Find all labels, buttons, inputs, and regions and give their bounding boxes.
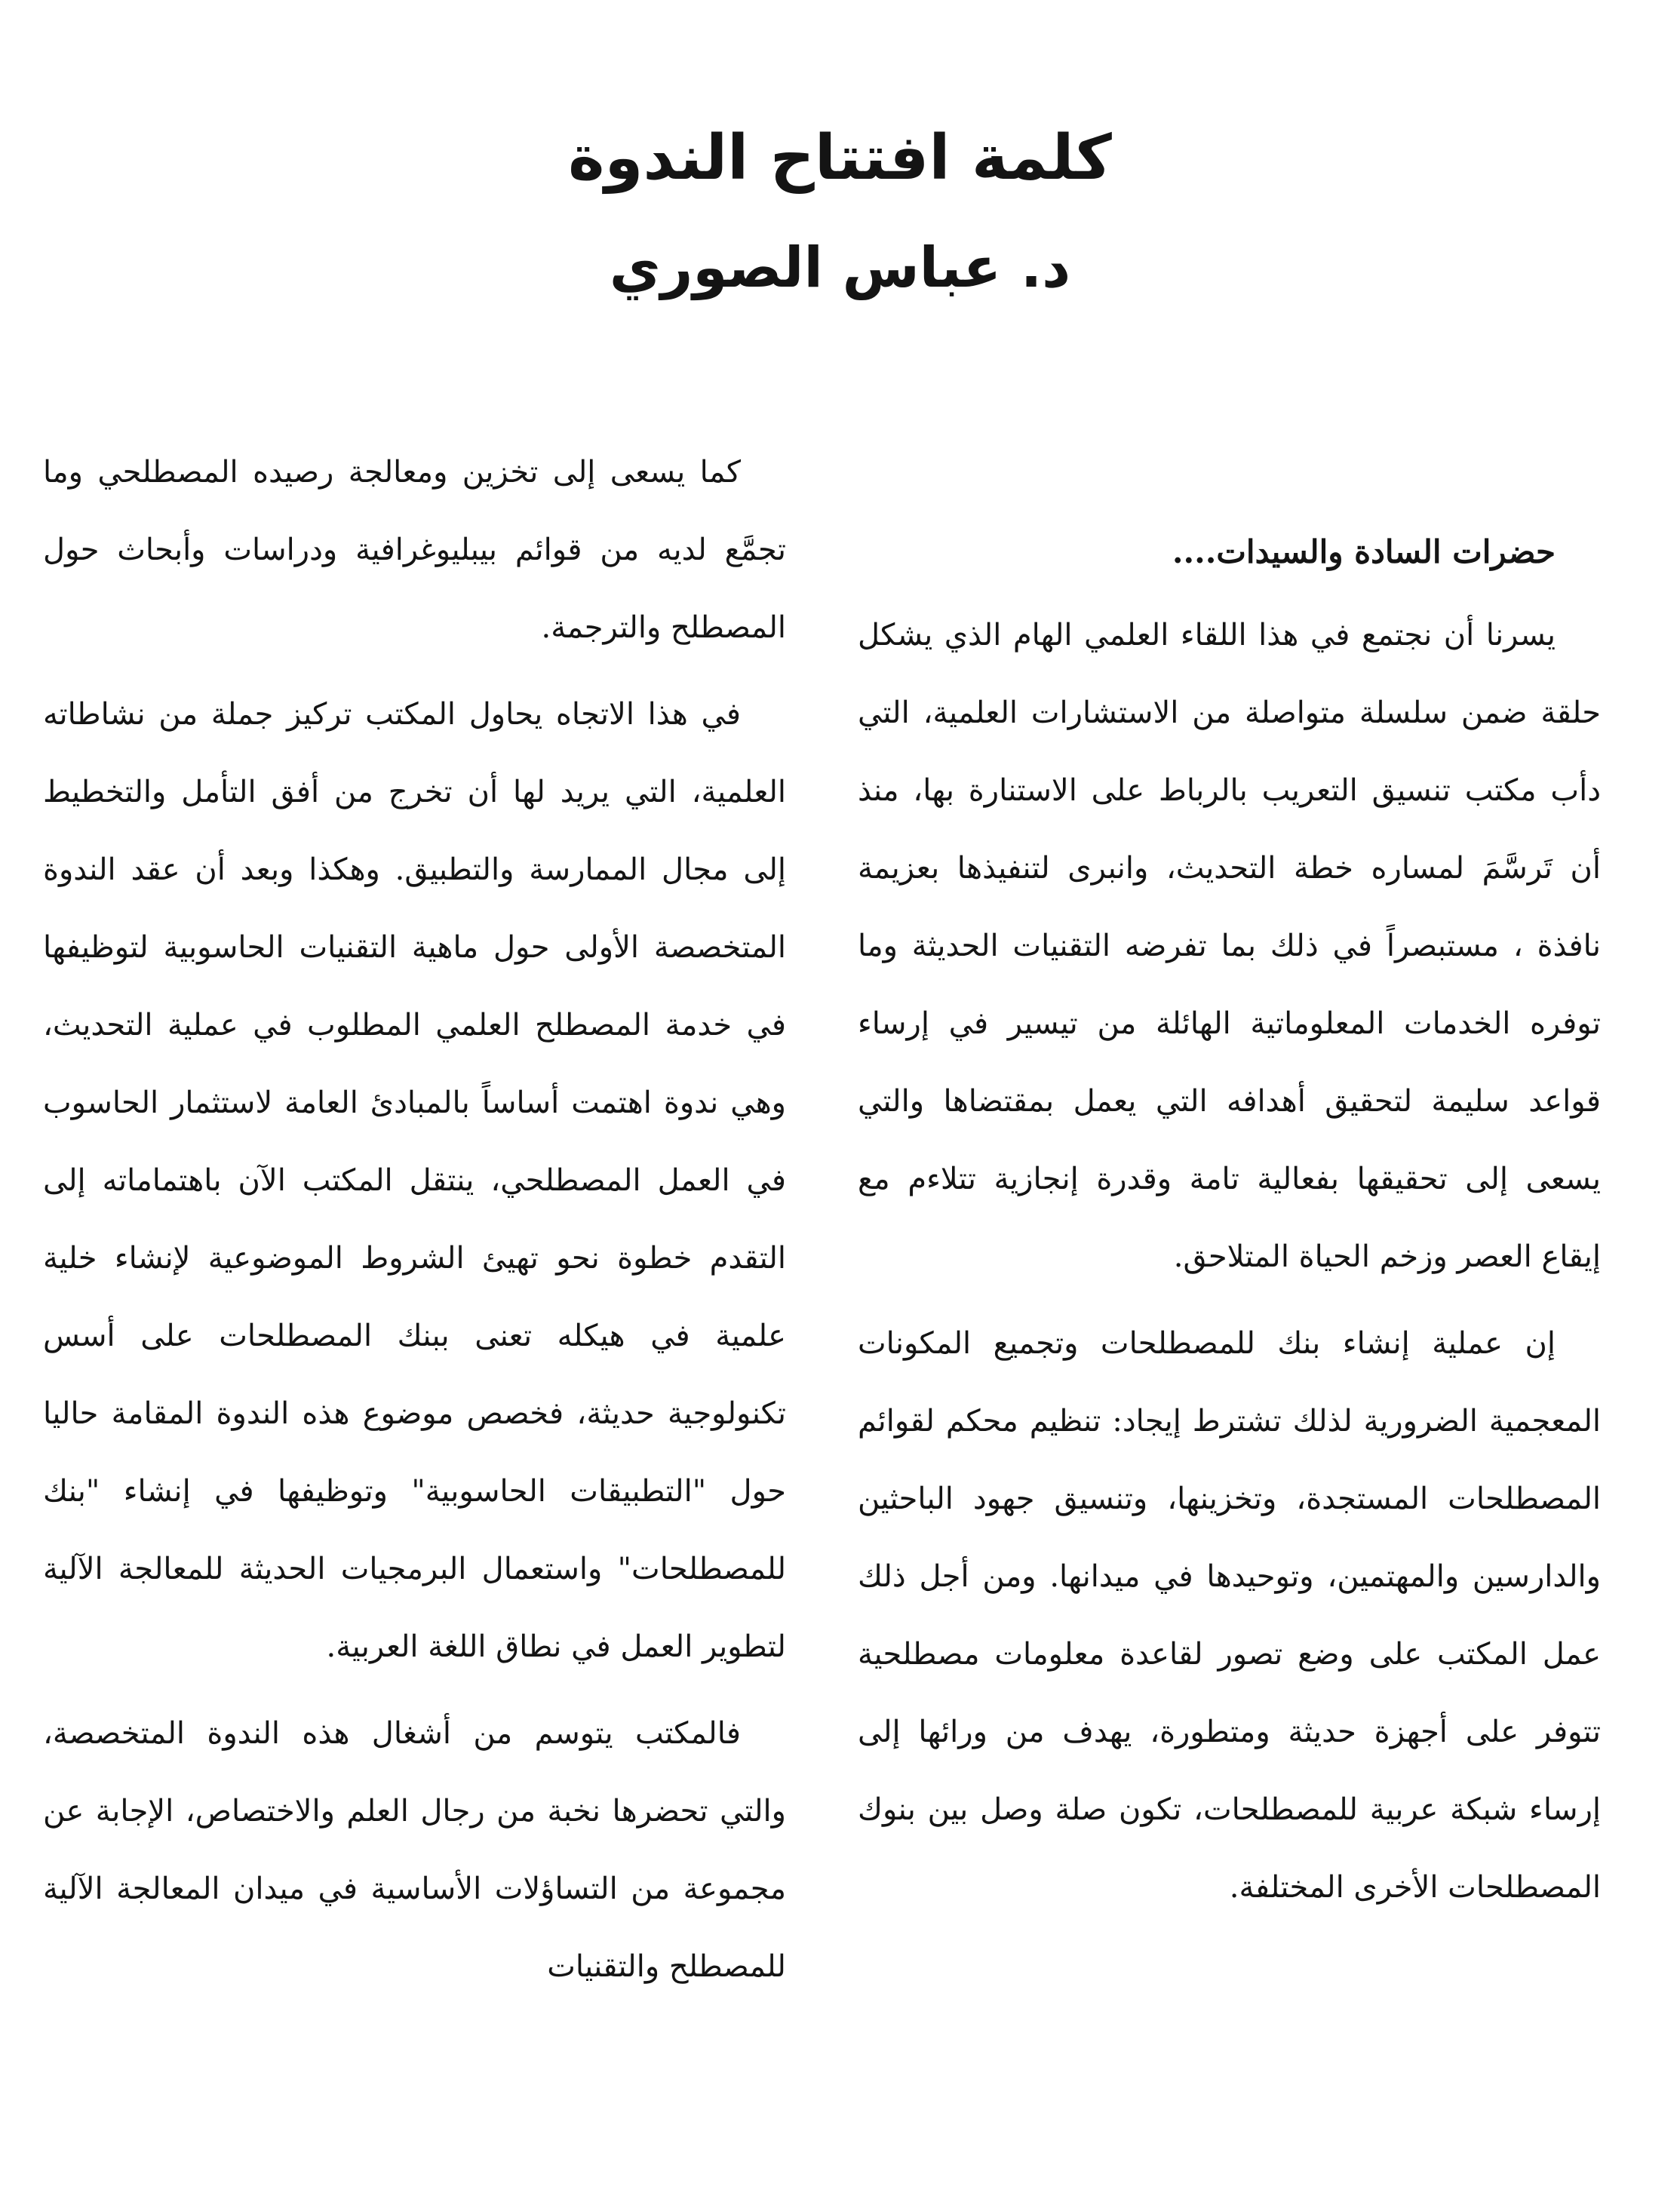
paragraph: إن عملية إنشاء بنك للمصطلحات وتجميع المكونات المعجمية الضرورية لذلك تشترط إيجاد: تنظيم محكم لقوائم المصطلحات المستجدة، وتخزينها، وتنسيق جهود الباحثين والدارسين والمهتمين، وتوحيدها في ميدانها. ومن أجل ذلك عمل المكتب على وضع تصور لقاعدة معلومات مصطلحية تتوفر على أجهزة حديثة ومتطورة، يهدف من ورائها إلى إرساء شبكة عربية للمصطلحات، تكون صلة وصل بين بنوك المصطلحات الأخرى المختلفة. (858, 1326, 1601, 1905)
paragraph: فالمكتب يتوسم من أشغال هذه الندوة المتخصصة، والتي تحضرها نخبة من رجال العلم والاختصاص، الإجابة عن مجموعة من التساؤلات الأساسية في ميدان المعالجة الآلية للمصطلح والتقنيات (43, 1716, 786, 1984)
paragraph: كما يسعى إلى تخزين ومعالجة رصيده المصطلحي وما تجمَّع لديه من قوائم بيبليوغرافية ودراسات وأبحاث حول المصطلح والترجمة. (43, 455, 786, 645)
header (0, 113, 1680, 309)
author-name: د. عباس الصوري (609, 235, 1071, 300)
salutation: حضرات السادة والسيدات.... (1172, 533, 1556, 570)
paragraph: في هذا الاتجاه يحاول المكتب تركيز جملة من نشاطاته العلمية، التي يريد لها أن تخرج من أفق التأمل والتخطيط إلى مجال الممارسة والتطبيق. وهكذا وبعد أن عقد الندوة المتخصصة الأولى حول ماهية التقنيات الحاسوبية لتوظيفها في خدمة المصطلح العلمي المطلوب في عملية التحديث، وهي ندوة اهتمت أساساً بالمبادئ العامة لاستثمار الحاسوب في العمل المصطلحي، ينتقل المكتب الآن باهتماماته إلى التقدم خطوة نحو تهيئ الشروط الموضوعية لإنشاء خلية علمية في هيكله تعنى ببنك المصطلحات على أسس تكنولوجية حديثة، فخصص موضوع هذه الندوة المقامة حاليا حول "التطبيقات الحاسوبية" وتوظيفها في إنشاء "بنك للمصطلحات" واستعمال البرمجيات الحديثة للمعالجة الآلية لتطوير العمل في نطاق اللغة العربية. (43, 697, 787, 1664)
right-column (858, 513, 1601, 1936)
page-title: كلمة افتتاح الندوة (568, 122, 1112, 194)
left-column (43, 434, 786, 2015)
paragraph: يسرنا أن نجتمع في هذا اللقاء العلمي الهام الذي يشكل حلقة ضمن سلسلة متواصلة من الاستشارات العلمية، التي دأب مكتب تنسيق التعريب بالرباط على الاستنارة بها، منذ أن تَرسَّمَ لمساره خطة التحديث، وانبرى لتنفيذها بعزيمة نافذة ، مستبصراً في ذلك بما تفرضه التقنيات الحديثة وما توفره الخدمات المعلوماتية الهائلة من تيسير في إرساء قواعد سليمة لتحقيق أهدافه التي يعمل بمقتضاها والتي يسعى إلى تحقيقها بفعالية تامة وقدرة إنجازية تتلاءم مع إيقاع العصر وزخم الحياة المتلاحق. (858, 618, 1602, 1274)
